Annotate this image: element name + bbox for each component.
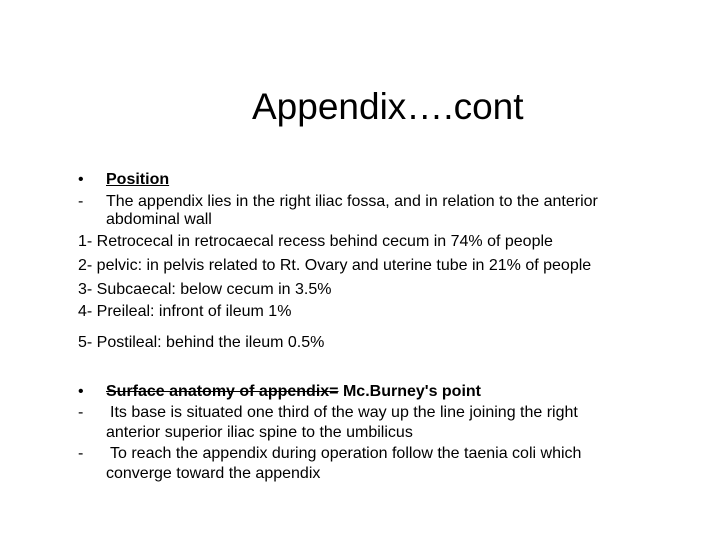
surface-line2-cont: converge toward the appendix [106,465,321,482]
position-heading: Position [106,171,170,188]
bullet-marker: • [78,383,84,400]
dash-marker: - [78,404,84,421]
surface-heading-rest: Mc.Burney's point [338,383,481,400]
surface-line1-cont: anterior superior iliac spine to the umbilicus [106,424,413,441]
dash-marker: - [78,445,84,462]
surface-heading-struck: Surface anatomy of appendix= [106,383,339,400]
position-item-pelvic: 2- pelvic: in pelvis related to Rt. Ovary and uterine tube in 21% of people [78,257,592,274]
position-item-postileal: 5- Postileal: behind the ileum 0.5% [78,334,325,351]
position-item-subcaecal: 3- Subcaecal: below cecum in 3.5% [78,281,332,298]
position-item-retrocecal: 1- Retrocecal in retrocaecal recess behind cecum in 74% of people [78,233,553,250]
dash-marker: - [78,193,84,210]
slide-title: Appendix….cont [252,86,524,127]
surface-heading [106,382,481,402]
surface-line1: Its base is situated one third of the way up the line joining the right [110,404,578,421]
position-description-line2: abdominal wall [106,211,212,228]
position-description-line1: The appendix lies in the right iliac fossa, and in relation to the anterior [106,193,598,210]
position-item-preileal: 4- Preileal: infront of ileum 1% [78,303,292,320]
bullet-marker: • [78,171,84,188]
surface-line2: To reach the appendix during operation follow the taenia coli which [110,445,582,462]
